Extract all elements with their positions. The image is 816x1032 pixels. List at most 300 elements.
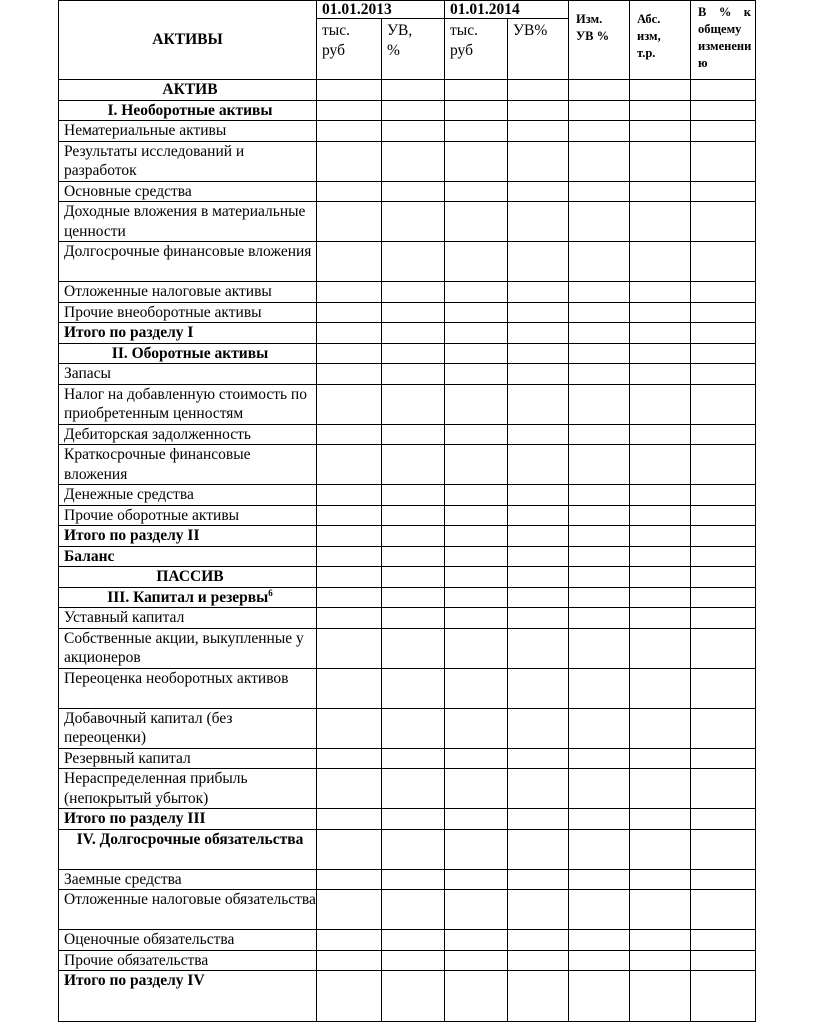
table-row	[59, 80, 756, 101]
value-cell	[691, 302, 756, 323]
value-cell	[569, 485, 630, 506]
value-cell	[630, 526, 691, 547]
value-cell	[508, 323, 569, 344]
value-cell	[508, 343, 569, 364]
value-cell	[317, 181, 382, 202]
table-row	[59, 809, 756, 830]
value-cell	[508, 100, 569, 121]
value-cell	[569, 100, 630, 121]
value-cell	[382, 445, 445, 485]
row-label: I. Необоротные активы	[59, 100, 317, 121]
value-cell	[508, 445, 569, 485]
value-cell	[508, 628, 569, 668]
row-label: Запасы	[59, 364, 317, 385]
value-cell	[382, 323, 445, 344]
value-cell	[691, 384, 756, 424]
value-cell	[445, 445, 508, 485]
header-uv-2013: УВ, %	[382, 19, 445, 80]
value-cell	[317, 242, 382, 282]
value-cell	[630, 930, 691, 951]
value-cell	[317, 567, 382, 588]
value-cell	[445, 748, 508, 769]
row-label: Отложенные налоговые обязательства	[59, 890, 317, 930]
value-cell	[691, 282, 756, 303]
value-cell	[445, 628, 508, 668]
value-cell	[691, 364, 756, 385]
header-change-uv: Изм. УВ %	[569, 1, 630, 80]
table-row	[59, 526, 756, 547]
value-cell	[382, 526, 445, 547]
value-cell	[382, 587, 445, 608]
value-cell	[630, 485, 691, 506]
value-cell	[317, 546, 382, 567]
value-cell	[508, 302, 569, 323]
row-label: Прочие обязательства	[59, 950, 317, 971]
row-label: Заемные средства	[59, 869, 317, 890]
value-cell	[569, 80, 630, 101]
row-label: Краткосрочные финансовые вложения	[59, 445, 317, 485]
value-cell	[569, 505, 630, 526]
row-label: Долгосрочные финансовые вложения	[59, 242, 317, 282]
value-cell	[630, 100, 691, 121]
value-cell	[382, 829, 445, 869]
table-row	[59, 869, 756, 890]
value-cell	[382, 384, 445, 424]
value-cell	[317, 869, 382, 890]
row-label: Прочие оборотные активы	[59, 505, 317, 526]
value-cell	[508, 668, 569, 708]
table-row	[59, 202, 756, 242]
header-pct-total-change: В % к общему изменени ю	[691, 1, 756, 80]
header-date-2014: 01.01.2014	[445, 1, 569, 19]
value-cell	[382, 505, 445, 526]
row-label: II. Оборотные активы	[59, 343, 317, 364]
row-label: Дебиторская задолженность	[59, 424, 317, 445]
table-row	[59, 546, 756, 567]
value-cell	[445, 80, 508, 101]
value-cell	[382, 748, 445, 769]
value-cell	[382, 100, 445, 121]
table-row	[59, 343, 756, 364]
value-cell	[508, 546, 569, 567]
value-cell	[630, 505, 691, 526]
value-cell	[317, 748, 382, 769]
value-cell	[508, 971, 569, 1022]
row-label: Доходные вложения в материальные ценности	[59, 202, 317, 242]
value-cell	[691, 930, 756, 951]
value-cell	[630, 546, 691, 567]
value-cell	[445, 323, 508, 344]
value-cell	[382, 282, 445, 303]
value-cell	[691, 769, 756, 809]
value-cell	[508, 282, 569, 303]
value-cell	[508, 485, 569, 506]
value-cell	[630, 121, 691, 142]
table-row	[59, 181, 756, 202]
value-cell	[508, 181, 569, 202]
row-label: Итого по разделу IV	[59, 971, 317, 1022]
value-cell	[630, 829, 691, 869]
row-label: Резервный капитал	[59, 748, 317, 769]
value-cell	[382, 890, 445, 930]
value-cell	[382, 302, 445, 323]
table-row	[59, 121, 756, 142]
value-cell	[508, 608, 569, 629]
value-cell	[569, 384, 630, 424]
value-cell	[382, 546, 445, 567]
value-cell	[445, 526, 508, 547]
value-cell	[569, 526, 630, 547]
value-cell	[317, 769, 382, 809]
value-cell	[569, 181, 630, 202]
value-cell	[630, 567, 691, 588]
row-label: Оценочные обязательства	[59, 930, 317, 951]
table-row	[59, 445, 756, 485]
value-cell	[569, 302, 630, 323]
value-cell	[569, 971, 630, 1022]
row-label: Нематериальные активы	[59, 121, 317, 142]
value-cell	[691, 567, 756, 588]
value-cell	[445, 668, 508, 708]
value-cell	[317, 302, 382, 323]
row-label: Денежные средства	[59, 485, 317, 506]
value-cell	[569, 809, 630, 830]
value-cell	[569, 242, 630, 282]
value-cell	[691, 242, 756, 282]
value-cell	[508, 80, 569, 101]
value-cell	[382, 424, 445, 445]
value-cell	[569, 343, 630, 364]
value-cell	[317, 628, 382, 668]
value-cell	[630, 242, 691, 282]
table-row	[59, 950, 756, 971]
value-cell	[569, 869, 630, 890]
table-row	[59, 505, 756, 526]
value-cell	[382, 608, 445, 629]
value-cell	[630, 869, 691, 890]
value-cell	[691, 485, 756, 506]
value-cell	[445, 384, 508, 424]
row-label: АКТИВ	[59, 80, 317, 101]
value-cell	[445, 930, 508, 951]
value-cell	[508, 242, 569, 282]
value-cell	[691, 526, 756, 547]
value-cell	[317, 121, 382, 142]
value-cell	[630, 343, 691, 364]
value-cell	[317, 668, 382, 708]
value-cell	[382, 202, 445, 242]
value-cell	[382, 809, 445, 830]
row-label: Уставный капитал	[59, 608, 317, 629]
value-cell	[445, 202, 508, 242]
value-cell	[508, 869, 569, 890]
value-cell	[691, 708, 756, 748]
table-row	[59, 364, 756, 385]
value-cell	[691, 587, 756, 608]
value-cell	[691, 121, 756, 142]
header-thous-rub-2013: тыс. руб	[317, 19, 382, 80]
balance-analysis-table	[58, 0, 756, 1022]
table-row	[59, 100, 756, 121]
row-label: Нераспределенная прибыль (непокрытый убыток)	[59, 769, 317, 809]
value-cell	[630, 748, 691, 769]
row-label: Переоценка необоротных активов	[59, 668, 317, 708]
value-cell	[317, 445, 382, 485]
value-cell	[569, 424, 630, 445]
value-cell	[317, 343, 382, 364]
value-cell	[691, 343, 756, 364]
table-row	[59, 890, 756, 930]
row-label: Баланс	[59, 546, 317, 567]
header-uv-2014: УВ%	[508, 19, 569, 80]
header-date-2013: 01.01.2013	[317, 1, 445, 19]
value-cell	[630, 424, 691, 445]
value-cell	[445, 950, 508, 971]
value-cell	[317, 80, 382, 101]
value-cell	[317, 890, 382, 930]
table-row	[59, 323, 756, 344]
value-cell	[691, 748, 756, 769]
value-cell	[630, 141, 691, 181]
value-cell	[382, 364, 445, 385]
value-cell	[317, 829, 382, 869]
value-cell	[508, 587, 569, 608]
value-cell	[630, 282, 691, 303]
value-cell	[508, 505, 569, 526]
value-cell	[630, 202, 691, 242]
value-cell	[691, 809, 756, 830]
table-row	[59, 748, 756, 769]
value-cell	[508, 708, 569, 748]
value-cell	[691, 950, 756, 971]
value-cell	[508, 567, 569, 588]
value-cell	[569, 628, 630, 668]
value-cell	[317, 505, 382, 526]
row-label: Отложенные налоговые активы	[59, 282, 317, 303]
value-cell	[445, 829, 508, 869]
value-cell	[691, 445, 756, 485]
value-cell	[382, 971, 445, 1022]
value-cell	[630, 181, 691, 202]
value-cell	[630, 364, 691, 385]
header-thous-rub-2014: тыс. руб	[445, 19, 508, 80]
value-cell	[630, 323, 691, 344]
value-cell	[445, 890, 508, 930]
row-label: Прочие внеоборотные активы	[59, 302, 317, 323]
value-cell	[445, 971, 508, 1022]
value-cell	[445, 608, 508, 629]
value-cell	[691, 80, 756, 101]
value-cell	[691, 323, 756, 344]
value-cell	[691, 608, 756, 629]
value-cell	[630, 608, 691, 629]
value-cell	[445, 121, 508, 142]
value-cell	[445, 100, 508, 121]
value-cell	[569, 708, 630, 748]
value-cell	[508, 121, 569, 142]
table-row	[59, 708, 756, 748]
value-cell	[445, 587, 508, 608]
value-cell	[691, 829, 756, 869]
value-cell	[630, 80, 691, 101]
value-cell	[569, 930, 630, 951]
value-cell	[508, 202, 569, 242]
value-cell	[382, 930, 445, 951]
table-row	[59, 628, 756, 668]
value-cell	[445, 769, 508, 809]
value-cell	[691, 628, 756, 668]
value-cell	[691, 505, 756, 526]
value-cell	[508, 424, 569, 445]
row-label: Итого по разделу I	[59, 323, 317, 344]
value-cell	[445, 424, 508, 445]
value-cell	[630, 890, 691, 930]
value-cell	[691, 181, 756, 202]
value-cell	[691, 141, 756, 181]
value-cell	[630, 708, 691, 748]
table-row	[59, 587, 756, 608]
header-assets-title: АКТИВЫ	[59, 1, 317, 80]
value-cell	[630, 809, 691, 830]
row-label: Налог на добавленную стоимость по приобретенным ценностям	[59, 384, 317, 424]
value-cell	[569, 141, 630, 181]
value-cell	[630, 445, 691, 485]
row-label: Итого по разделу II	[59, 526, 317, 547]
value-cell	[317, 950, 382, 971]
value-cell	[691, 869, 756, 890]
value-cell	[445, 141, 508, 181]
value-cell	[508, 809, 569, 830]
table-row	[59, 302, 756, 323]
value-cell	[382, 708, 445, 748]
table-row	[59, 242, 756, 282]
value-cell	[630, 384, 691, 424]
value-cell	[508, 141, 569, 181]
value-cell	[382, 80, 445, 101]
value-cell	[382, 121, 445, 142]
row-label: III. Капитал и резервы$^6$	[59, 587, 317, 608]
value-cell	[317, 100, 382, 121]
value-cell	[317, 141, 382, 181]
value-cell	[317, 608, 382, 629]
value-cell	[691, 424, 756, 445]
table-row	[59, 769, 756, 809]
value-cell	[569, 950, 630, 971]
value-cell	[317, 202, 382, 242]
value-cell	[382, 668, 445, 708]
value-cell	[630, 587, 691, 608]
value-cell	[569, 546, 630, 567]
value-cell	[445, 242, 508, 282]
value-cell	[691, 546, 756, 567]
value-cell	[630, 668, 691, 708]
value-cell	[508, 890, 569, 930]
value-cell	[569, 445, 630, 485]
value-cell	[691, 890, 756, 930]
value-cell	[569, 608, 630, 629]
row-label: ПАССИВ	[59, 567, 317, 588]
value-cell	[445, 546, 508, 567]
row-label: Собственные акции, выкупленные у акционеров	[59, 628, 317, 668]
value-cell	[630, 971, 691, 1022]
value-cell	[317, 323, 382, 344]
value-cell	[382, 628, 445, 668]
value-cell	[508, 930, 569, 951]
row-label: Итого по разделу III	[59, 809, 317, 830]
table-row	[59, 930, 756, 951]
value-cell	[317, 708, 382, 748]
value-cell	[382, 869, 445, 890]
table-row	[59, 485, 756, 506]
value-cell	[508, 950, 569, 971]
value-cell	[382, 343, 445, 364]
value-cell	[569, 829, 630, 869]
value-cell	[508, 769, 569, 809]
table-row	[59, 141, 756, 181]
value-cell	[569, 121, 630, 142]
value-cell	[445, 708, 508, 748]
table-row	[59, 608, 756, 629]
value-cell	[569, 587, 630, 608]
table-row	[59, 384, 756, 424]
value-cell	[691, 971, 756, 1022]
value-cell	[691, 100, 756, 121]
value-cell	[382, 181, 445, 202]
value-cell	[317, 485, 382, 506]
value-cell	[569, 668, 630, 708]
value-cell	[445, 343, 508, 364]
value-cell	[508, 384, 569, 424]
value-cell	[691, 202, 756, 242]
table-row	[59, 282, 756, 303]
value-cell	[569, 748, 630, 769]
value-cell	[317, 424, 382, 445]
value-cell	[445, 869, 508, 890]
value-cell	[382, 485, 445, 506]
table-row	[59, 668, 756, 708]
header-abs-change: Абс. изм, т.р.	[630, 1, 691, 80]
value-cell	[508, 829, 569, 869]
value-cell	[569, 282, 630, 303]
value-cell	[445, 567, 508, 588]
value-cell	[508, 526, 569, 547]
value-cell	[317, 384, 382, 424]
value-cell	[569, 323, 630, 344]
value-cell	[569, 567, 630, 588]
value-cell	[317, 526, 382, 547]
value-cell	[630, 769, 691, 809]
value-cell	[445, 485, 508, 506]
value-cell	[445, 809, 508, 830]
value-cell	[317, 971, 382, 1022]
footnote-marker: 6	[268, 587, 273, 598]
value-cell	[445, 302, 508, 323]
value-cell	[317, 364, 382, 385]
table-row	[59, 829, 756, 869]
row-label: Основные средства	[59, 181, 317, 202]
value-cell	[569, 890, 630, 930]
table-row	[59, 567, 756, 588]
value-cell	[445, 364, 508, 385]
value-cell	[630, 302, 691, 323]
value-cell	[382, 141, 445, 181]
value-cell	[508, 364, 569, 385]
value-cell	[445, 505, 508, 526]
value-cell	[317, 809, 382, 830]
row-label: Результаты исследований и разработок	[59, 141, 317, 181]
value-cell	[445, 282, 508, 303]
row-label: Добавочный капитал (без переоценки)	[59, 708, 317, 748]
